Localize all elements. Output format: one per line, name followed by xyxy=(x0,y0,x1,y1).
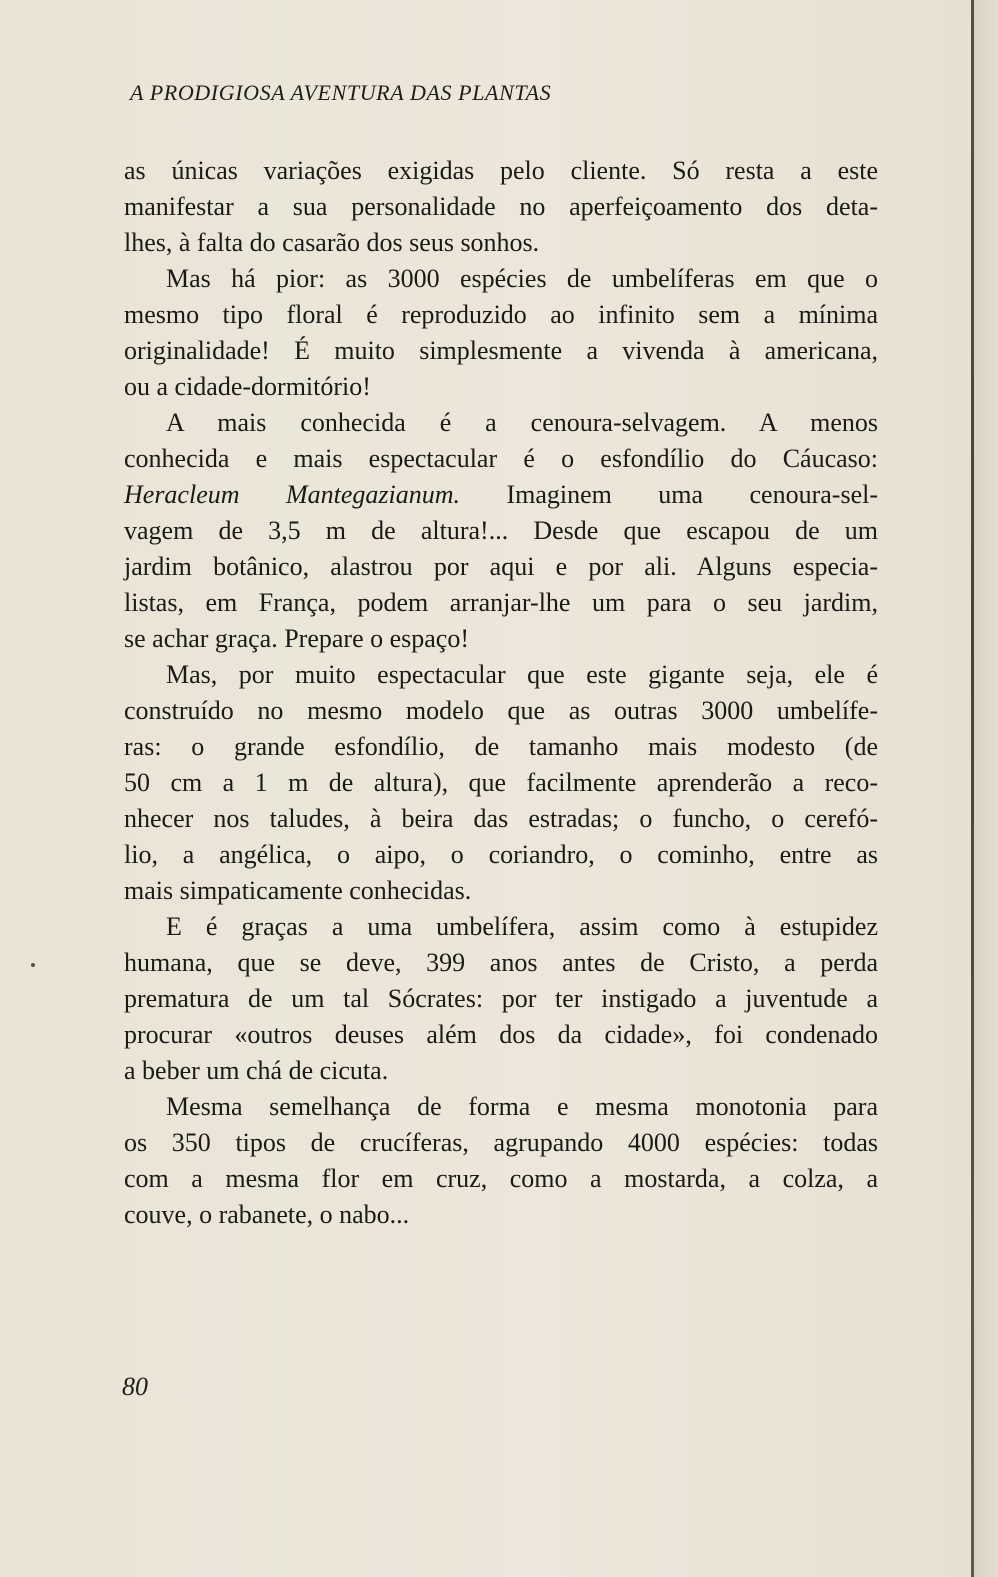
text-line: originalidade! É muito simplesmente a vivenda à americana, xyxy=(124,336,878,365)
text-line: conhecida e mais espectacular é o esfondílio do Cáucaso: xyxy=(124,444,878,473)
page-number: 80 xyxy=(122,1372,148,1401)
text-line: ou a cidade-dormitório! xyxy=(124,372,371,401)
text-line: vagem de 3,5 m de altura!... Desde que escapou de um xyxy=(124,516,878,545)
text-line: couve, o rabanete, o nabo... xyxy=(124,1200,410,1229)
text-line: a beber um chá de cicuta. xyxy=(124,1056,389,1085)
text-fragment: Imaginem uma cenoura-sel- xyxy=(506,480,878,509)
text-line: E é graças a uma umbelífera, assim como à estupidez xyxy=(166,912,878,941)
body-text xyxy=(124,153,878,1233)
text-line-with-species xyxy=(124,477,878,513)
text-line: Mesma semelhança de forma e mesma monotonia para xyxy=(166,1092,878,1121)
text-line: procurar «outros deuses além dos da cidade», foi condenado xyxy=(124,1020,878,1049)
print-speck xyxy=(31,963,35,967)
text-line: mesmo tipo floral é reproduzido ao infinito sem a mínima xyxy=(124,300,878,329)
text-line: nhecer nos taludes, à beira das estradas; o funcho, o cerefó- xyxy=(124,804,878,833)
text-line: jardim botânico, alastrou por aqui e por ali. Alguns especia- xyxy=(124,552,878,581)
text-line: Mas há pior: as 3000 espécies de umbelíferas em que o xyxy=(166,264,878,293)
text-line: manifestar a sua personalidade no aperfeiçoamento dos deta- xyxy=(124,192,878,221)
text-line: Mas, por muito espectacular que este gigante seja, ele é xyxy=(166,660,878,689)
text-line: com a mesma flor em cruz, como a mostarda, a colza, a xyxy=(124,1164,878,1193)
text-line: lhes, à falta do casarão dos seus sonhos. xyxy=(124,228,540,257)
page-edge-line xyxy=(971,0,974,1577)
text-line: construído no mesmo modelo que as outras 3000 umbelífe- xyxy=(124,696,878,725)
page-gutter-shadow xyxy=(974,0,998,1577)
text-line: ras: o grande esfondílio, de tamanho mais modesto (de xyxy=(124,732,878,761)
species-name: Heracleum Mantegazianum. xyxy=(124,480,460,509)
text-line: prematura de um tal Sócrates: por ter instigado a juventude a xyxy=(124,984,878,1013)
text-line: listas, em França, podem arranjar-lhe um para o seu jardim, xyxy=(124,588,878,617)
text-line: os 350 tipos de crucíferas, agrupando 4000 espécies: todas xyxy=(124,1128,878,1157)
text-line: mais simpaticamente conhecidas. xyxy=(124,876,472,905)
running-head: A PRODIGIOSA AVENTURA DAS PLANTAS xyxy=(130,80,552,105)
text-line: lio, a angélica, o aipo, o coriandro, o cominho, entre as xyxy=(124,840,878,869)
text-line: 50 cm a 1 m de altura), que facilmente aprenderão a reco- xyxy=(124,768,878,797)
text-line: as únicas variações exigidas pelo cliente. Só resta a este xyxy=(124,156,878,185)
text-line: A mais conhecida é a cenoura-selvagem. A menos xyxy=(166,408,878,437)
text-line: se achar graça. Prepare o espaço! xyxy=(124,624,470,653)
text-line: humana, que se deve, 399 anos antes de Cristo, a perda xyxy=(124,948,878,977)
